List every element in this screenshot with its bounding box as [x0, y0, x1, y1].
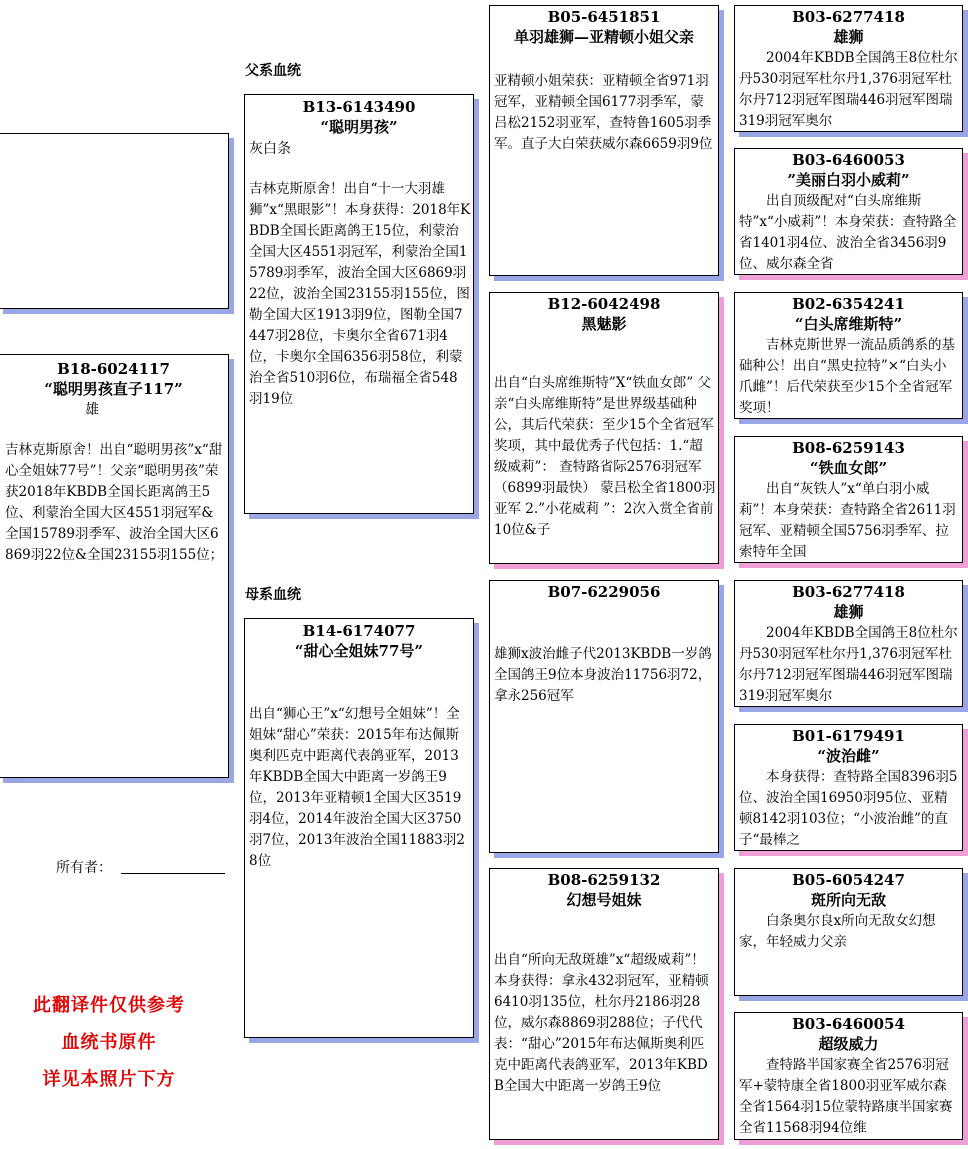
ggp3-ring-number: B02-6354241	[792, 295, 905, 313]
ggp8-description: 查特路半国家赛全省2576羽冠军+蒙特康全省1800羽亚军威尔森全省1564羽15位蒙特路康半国家赛全省11568羽94位维	[739, 1057, 953, 1136]
ggp6-ring-number: B01-6179491	[792, 727, 905, 745]
ggp7-description: 白条奥尔良x所向无敌女幻想家，年轻威力父亲	[739, 913, 936, 950]
subject-name: “聪明男孩直子117”	[44, 380, 183, 398]
note-line-3: 详见本照片下方	[42, 1069, 176, 1090]
gp-sd-description: 出自“白头席维斯特”X“铁血女郎” 父亲“白头席维斯特”是世界级基础种公，其后代荣获：至少15个全省冠军奖项，其中最优秀子代包括：1.“超级威莉”： 查特路省际2576羽冠军（6899羽最快） 蒙吕松全省1800羽亚军 2.”小花威莉 ”：2次入赏全省前10位&子	[494, 375, 716, 538]
owner-label: 所有者：	[56, 860, 112, 876]
great-grandparent-3-card	[734, 292, 963, 419]
ggp7-ring-number: B05-6054247	[792, 871, 905, 889]
dam-name: “甜心全姐妹77号”	[294, 642, 424, 660]
subject-card	[0, 354, 229, 778]
dam-description: 出自“狮心王”x“幻想号全姐妹”！全姐妹“甜心”荣获：2015年布达佩斯奥利匹克中距离代表鸽亚军，2013年KBDB全国大中距离一岁鸽王9位，2013年亚精顿1全国大区3519羽4位，2014年波治全国大区3750羽7位，2013年波治全国11883羽28位	[249, 706, 465, 869]
ggp1-description: 2004年KBDB全国鸽王8位杜尔丹530羽冠军杜尔丹1,376羽冠军杜尔丹712羽冠军图瑞446羽冠军图瑞319羽冠军奥尔	[739, 50, 958, 129]
great-grandparent-7-card	[734, 868, 963, 996]
subject-sex: 雄	[85, 402, 99, 418]
great-grandparent-2-card	[734, 148, 963, 275]
ggp5-name: 雄狮	[833, 603, 864, 621]
granddam-paternal-card	[489, 292, 719, 564]
dam-ring-number: B14-6174077	[302, 622, 416, 640]
gp-ss-name: 单羽雄狮—亚精顿小姐父亲	[513, 28, 694, 46]
gp-dd-name: 幻想号姐妹	[566, 891, 642, 909]
gp-ds-ring-number: B07-6229056	[547, 583, 661, 601]
grandsire-paternal-card	[489, 5, 719, 276]
ggp8-name: 超级威力	[818, 1035, 879, 1053]
ggp2-description: 出自顶级配对“白头席维斯特”x“小威莉”！本身荣获：查特路全省1401羽4位、波治全省3456羽9位、威尔森全省	[739, 193, 957, 272]
great-grandparent-4-card	[734, 436, 963, 563]
gp-ss-ring-number: B05-6451851	[547, 8, 661, 26]
ggp2-name: ”美丽白羽小威莉”	[787, 171, 910, 189]
ggp4-name: “铁血女郎”	[809, 459, 888, 477]
great-grandparent-8-card	[734, 1012, 963, 1140]
ggp1-ring-number: B03-6277418	[792, 8, 905, 26]
ggp2-ring-number: B03-6460053	[792, 151, 905, 169]
granddam-maternal-card	[489, 868, 719, 1140]
gp-dd-description: 出自“所向无敌斑雄”x“超级威莉”！本身获得：拿永432羽冠军，亚精顿6410羽135位，杜尔丹2186羽28位，威尔森8869羽288位；子代代表：“甜心”2015年布达佩斯奥利匹克中距离代表鸽亚军，2013年KBDB全国大中距离一岁鸽王9位	[494, 952, 709, 1094]
gp-sd-name: 黑魅影	[581, 315, 627, 333]
owner-signature-line	[121, 873, 225, 874]
great-grandparent-5-card	[734, 580, 963, 707]
ggp3-description: 吉林克斯世界一流品质鸽系的基础种公！出自“黑史拉特”×“白头小爪雌”！后代荣获至少15个全省冠军奖项！	[739, 337, 955, 416]
note-line-1: 此翻译件仅供参考	[33, 995, 185, 1016]
gp-ds-description: 雄狮x波治雌子代2013KBDB一岁鸽全国鸽王9位本身波治11756羽72，拿永256冠军	[494, 646, 712, 704]
ggp8-ring-number: B03-6460054	[792, 1015, 905, 1033]
dam-card	[244, 618, 474, 1038]
ggp1-name: 雄狮	[833, 28, 864, 46]
great-grandparent-6-card	[734, 724, 963, 851]
ggp3-name: “白头席维斯特”	[794, 315, 903, 333]
ggp6-description: 本身获得：查特路全国8396羽5位、波治全国16950羽95位、亚精顿8142羽103位；“小波治雌”的直子“最棒之	[739, 769, 958, 848]
subject-description: 吉林克斯原舍！出自“聪明男孩”x“甜心全姐妹77号”！父亲“聪明男孩”荣获2018年KBDB全国长距离鸽王5位、利蒙治全国大区4551羽冠军&全国15789羽季军、波治全国大区6869羽22位&全国23155羽155位；	[5, 442, 224, 563]
gp-ss-description: 亚精顿小姐荣获：亚精顿全省971羽冠军，亚精顿全国6177羽季军，蒙吕松2152羽亚军，查特鲁1605羽季军。直子大白荣获威尔森6659羽9位	[494, 73, 713, 152]
gp-sd-ring-number: B12-6042498	[547, 295, 661, 313]
ggp6-name: “波治雌”	[817, 747, 880, 765]
subject-ring-number: B18-6024117	[57, 360, 170, 378]
paternal-label: 父系血统	[245, 63, 301, 79]
gp-dd-ring-number: B08-6259132	[547, 871, 661, 889]
photo-placeholder-box	[0, 133, 229, 309]
sire-name: “聪明男孩”	[320, 118, 398, 136]
ggp7-name: 斑所向无敌	[810, 891, 886, 909]
note-line-2: 血统书原件	[61, 1032, 157, 1053]
ggp4-description: 出自“灰铁人”x“单白羽小威莉”！本身荣获：查特路全省2611羽冠军、亚精顿全国5756羽季军、拉索特年全国	[739, 481, 956, 560]
sire-color: 灰白条	[249, 141, 291, 157]
maternal-label: 母系血统	[245, 587, 301, 603]
ggp4-ring-number: B08-6259143	[792, 439, 905, 457]
ggp5-ring-number: B03-6277418	[792, 583, 905, 601]
ggp5-description: 2004年KBDB全国鸽王8位杜尔丹530羽冠军杜尔丹1,376羽冠军杜尔丹712羽冠军图瑞446羽冠军图瑞319羽冠军奥尔	[739, 625, 958, 704]
sire-description: 吉林克斯原舍！出自“十一大羽雄狮”x“黑眼影”！本身获得：2018年KBDB全国长距离鸽王15位，利蒙治全国大区4551羽冠军，利蒙治全国15789羽季军，波治全国大区6869羽22位，波治全国23155羽155位，图勒全国大区1913羽9位，图勒全国7447羽28位，卡奥尔全省671羽4位，卡奥尔全国6356羽58位，利蒙治全省510羽6位，布瑞福全省548羽19位	[249, 181, 471, 407]
sire-ring-number: B13-6143490	[302, 98, 416, 116]
great-grandparent-1-card	[734, 5, 963, 132]
sire-card	[244, 94, 474, 514]
grandsire-maternal-card	[489, 580, 719, 853]
